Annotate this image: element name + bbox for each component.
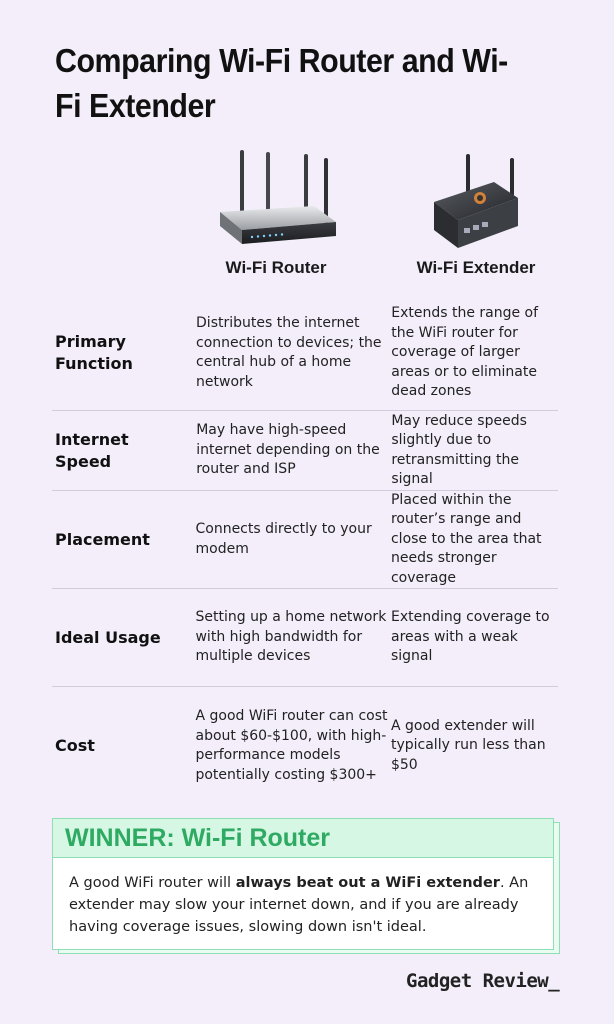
table-row: [52, 491, 558, 589]
router-cell: A good WiFi router can cost about $60-$100, with high-performance models potentially costing $300+: [195, 708, 388, 783]
winner-text-before: A good WiFi router will: [69, 875, 236, 891]
winner-text-after: . An extender may slow your internet down, and if you are already having coverage issues, slowing down isn't ideal.: [69, 875, 529, 935]
row-label: Ideal Usage: [55, 627, 161, 647]
table-row: [52, 589, 558, 687]
product-extender: [396, 148, 556, 282]
router-cell: Setting up a home network with high bandwidth for multiple devices: [195, 609, 387, 665]
wifi-router-image: [196, 148, 356, 252]
winner-text: [53, 858, 553, 938]
row-label: Placement: [55, 529, 150, 549]
winner-callout: [52, 818, 560, 954]
row-label: Cost: [55, 736, 95, 755]
extender-cell: Placed within the router’s range and close to the area that needs stronger coverage: [390, 491, 542, 586]
product-router: [196, 148, 356, 282]
winner-text-bold: always beat out a WiFi extender: [235, 875, 500, 891]
table-row: [52, 411, 558, 491]
extender-cell: Extending coverage to areas with a weak signal: [390, 609, 550, 665]
winner-box: [52, 818, 554, 950]
extender-cell: Extends the range of the WiFi router for coverage of larger areas or to eliminate dead zones: [391, 305, 539, 400]
row-label: Primary Function: [55, 332, 133, 373]
router-cell: Distributes the internet connection to devices; the central hub of a home network: [196, 315, 382, 390]
table-row: [52, 296, 558, 411]
comparison-table: [52, 296, 558, 805]
table-row: [52, 687, 558, 805]
brand-logo: Gadget Review_: [406, 970, 560, 992]
row-label: Internet Speed: [55, 429, 129, 471]
product-name-router: Wi-Fi Router: [225, 258, 327, 277]
winner-heading: WINNER: Wi-Fi Router: [53, 819, 553, 858]
product-name-extender: Wi-Fi Extender: [416, 258, 536, 277]
wifi-extender-image: [396, 148, 556, 252]
router-cell: Connects directly to your modem: [195, 521, 372, 557]
extender-cell: May reduce speeds slightly due to retransmitting the signal: [391, 412, 527, 487]
router-cell: May have high-speed internet depending on the router and ISP: [196, 422, 380, 478]
page-title: Comparing Wi-Fi Router and Wi-Fi Extender: [55, 42, 508, 124]
extender-cell: A good extender will typically run less than $50: [390, 717, 546, 773]
